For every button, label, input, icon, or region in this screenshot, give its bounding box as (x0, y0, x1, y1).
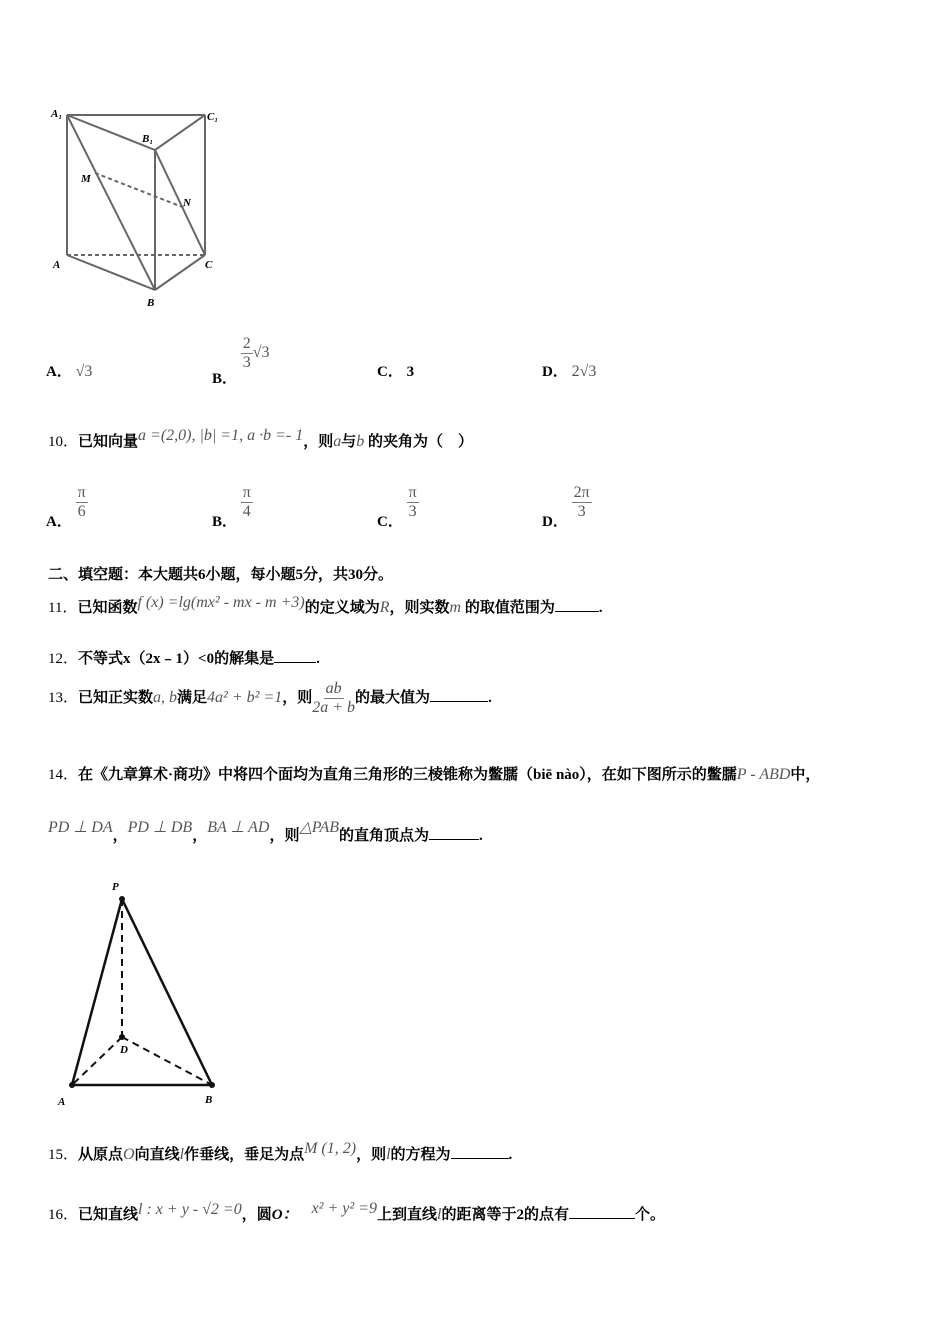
numerator: ab (325, 680, 342, 697)
fraction (241, 484, 253, 521)
option-letter: D． (542, 364, 568, 380)
numerator: π (242, 484, 251, 501)
question-number: 11． (48, 600, 78, 616)
denominator: 6 (77, 503, 86, 520)
denominator: 4 (242, 503, 251, 520)
fraction (407, 484, 419, 521)
option-letter: A． (46, 513, 72, 530)
text: . (479, 828, 483, 844)
answer-blank[interactable] (451, 1146, 509, 1159)
option-letter: B． (212, 370, 238, 387)
text: . (598, 600, 603, 616)
answer-blank[interactable] (555, 599, 599, 612)
math: PD ⊥ DB (127, 819, 193, 836)
question-number: 14． (48, 767, 79, 783)
question-10 (48, 427, 473, 451)
text: ， (112, 828, 128, 844)
math: a (333, 433, 342, 450)
text: O： (271, 1207, 298, 1223)
answer-blank[interactable] (430, 689, 488, 702)
math: x² + y² =9 (311, 1200, 377, 1217)
option-letter: A． (46, 364, 72, 380)
root: √3 (252, 343, 270, 361)
denominator: 3 (242, 354, 251, 371)
option-letter: C． (377, 364, 403, 380)
prism-figure (45, 100, 235, 315)
question-14-line2 (48, 816, 483, 844)
label-N: N (183, 197, 191, 209)
math: l (436, 1206, 442, 1223)
numerator: π (408, 484, 417, 501)
label-C: C (205, 259, 213, 271)
math: a =(2,0), |b| =1, a ·b =- 1 (138, 427, 304, 444)
question-14-line1 (48, 763, 820, 784)
text: ，则 (269, 828, 300, 844)
q10-option-a (46, 484, 88, 530)
text: 已知函数 (77, 600, 138, 616)
text: 个。 (634, 1207, 665, 1223)
text: 不等式x（2x﹣1）<0的解集是 (78, 651, 275, 667)
fraction (312, 680, 355, 717)
text: 的夹角为（ ） (367, 434, 473, 450)
answer-blank[interactable] (429, 827, 479, 840)
label-B: B (205, 1094, 213, 1106)
fraction (572, 484, 592, 521)
text: 中， (790, 767, 821, 783)
label-M: M (81, 173, 91, 185)
q10-option-b (212, 484, 253, 530)
question-16 (48, 1200, 665, 1224)
label-A1: A₁ (51, 108, 63, 120)
option-letter: D． (542, 513, 568, 530)
denominator: 3 (408, 503, 417, 520)
q10-option-c (377, 484, 419, 530)
label-B1: B₁ (142, 133, 154, 145)
question-15 (48, 1140, 513, 1164)
option-letter: C． (377, 513, 403, 530)
text: ， (192, 828, 208, 844)
option-value: √3 (75, 363, 93, 380)
question-11 (48, 596, 603, 617)
math: f (x) =lg(mx² - mx - m +3) (137, 594, 305, 611)
text: ，则实数 (389, 600, 450, 616)
text: 的最大值为 (355, 689, 431, 706)
text: ，则 (356, 1147, 387, 1163)
math: O (123, 1146, 135, 1163)
option-value: 2√3 (571, 363, 597, 380)
question-number: 10． (48, 434, 79, 450)
text: ，则 (282, 689, 313, 706)
text: . (316, 651, 320, 667)
text: 已知向量 (78, 434, 139, 450)
q9-option-a (46, 360, 92, 381)
q10-option-d (542, 484, 592, 530)
text: ，则 (303, 434, 334, 450)
question-number: 15． (48, 1147, 79, 1163)
text: 满足 (177, 689, 208, 706)
option-letter: B． (212, 513, 238, 530)
math: m (449, 599, 462, 616)
q9-option-b (212, 335, 270, 387)
numerator: 2π (573, 484, 590, 501)
question-13 (48, 680, 492, 717)
answer-blank[interactable] (274, 650, 316, 663)
label-C1: C₁ (207, 111, 219, 123)
text: 的取值范围为 (464, 600, 555, 616)
question-12 (48, 647, 320, 668)
numerator: π (77, 484, 86, 501)
text: 已知正实数 (78, 689, 154, 706)
text: 作垂线，垂足为点 (184, 1147, 305, 1163)
pyramid-figure (50, 875, 230, 1110)
q9-option-c (377, 360, 414, 381)
text: 的距离等于2的点有 (441, 1207, 569, 1223)
denominator: 3 (577, 503, 586, 520)
math: l (386, 1146, 391, 1163)
math: BA ⊥ AD (207, 819, 270, 836)
math: a, b (153, 688, 178, 706)
label-B: B (147, 297, 155, 309)
numerator: 2 (242, 335, 251, 352)
math: PD ⊥ DA (48, 819, 113, 836)
text: 的定义域为 (304, 600, 380, 616)
fraction (76, 484, 88, 521)
text: . (508, 1147, 513, 1163)
math: △PAB (299, 819, 340, 836)
option-value: 3 (406, 364, 415, 380)
text: . (488, 689, 492, 706)
label-A: A (53, 259, 61, 271)
math: P - ABD (736, 766, 791, 783)
text: 的直角顶点为 (339, 828, 430, 844)
text: 与 (341, 434, 357, 450)
text: 从原点 (78, 1147, 124, 1163)
math: 4a² + b² =1 (207, 688, 283, 706)
text: 向直线 (134, 1147, 180, 1163)
section-heading: 二、填空题：本大题共6小题，每小题5分，共30分。 (48, 567, 394, 583)
text: 已知直线 (78, 1207, 139, 1223)
q9-option-d (542, 360, 596, 381)
fraction (241, 335, 253, 372)
math: l : x + y - √2 =0 (138, 1201, 242, 1218)
math: M (1, 2) (304, 1140, 357, 1157)
denominator: 2a + b (312, 699, 356, 716)
math: b (356, 433, 365, 450)
math: l (179, 1146, 185, 1163)
math: R (379, 599, 390, 616)
text: 上到直线 (376, 1207, 437, 1223)
question-number: 12． (48, 651, 79, 667)
text: 在《九章算术·商功》中将四个面均为直角三角形的三棱锥称为鳖臑（biē nào），在如下图所示的鳖臑 (78, 767, 737, 783)
question-number: 16． (48, 1207, 79, 1223)
question-number: 13． (48, 689, 79, 706)
answer-blank[interactable] (569, 1206, 635, 1219)
text: ，圆 (241, 1207, 272, 1223)
label-A: A (58, 1096, 66, 1108)
label-P: P (112, 881, 119, 893)
text: 的方程为 (390, 1147, 451, 1163)
label-D: D (120, 1044, 128, 1056)
